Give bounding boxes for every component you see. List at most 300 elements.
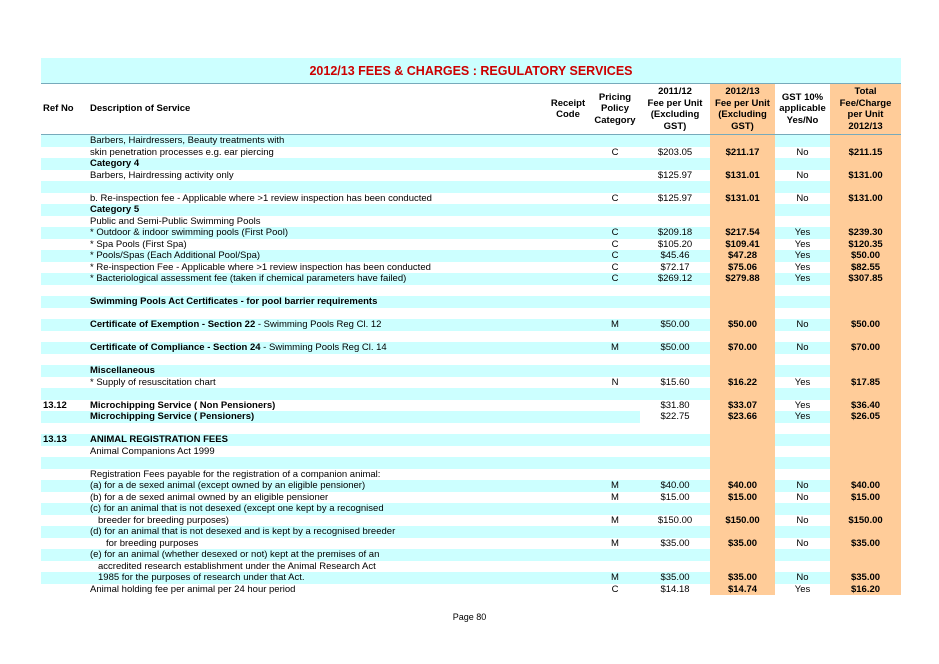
ref-cell <box>41 342 88 354</box>
description-cell: (e) for an animal (whether desexed or not) kept at the premises of an <box>88 549 546 561</box>
receipt-code-cell <box>546 434 590 446</box>
receipt-code-cell <box>546 147 590 159</box>
pricing-policy-cell <box>590 308 640 320</box>
description-cell <box>88 181 546 193</box>
table-row <box>41 239 901 251</box>
fee-2011-cell: $209.18 <box>640 227 710 239</box>
gst-cell: Yes <box>794 261 811 273</box>
receipt-code-cell <box>546 469 590 481</box>
receipt-code-cell <box>546 296 590 308</box>
fee-2012-cell <box>710 158 775 170</box>
pricing-policy-cell: C <box>611 583 619 595</box>
table-row <box>41 227 901 239</box>
table-row <box>41 273 901 285</box>
pricing-policy-cell <box>590 388 640 400</box>
receipt-code-cell <box>546 216 590 228</box>
gst-cell: Yes <box>794 399 811 411</box>
total-cell <box>830 331 901 343</box>
receipt-code-cell <box>546 515 590 527</box>
fee-2011-cell <box>640 549 710 561</box>
total-cell: $50.00 <box>830 250 901 262</box>
fee-2012-cell: $40.00 <box>710 480 775 492</box>
header-row <box>41 84 901 135</box>
total-cell: $40.00 <box>830 480 901 492</box>
fee-2011-cell <box>640 308 710 320</box>
pricing-policy-cell: N <box>611 376 619 388</box>
receipt-code-cell <box>546 572 590 584</box>
fee-2011-cell <box>640 158 710 170</box>
total-cell: $239.30 <box>830 227 901 239</box>
table-row <box>41 319 901 331</box>
fee-2012-cell: $150.00 <box>710 515 775 527</box>
fee-2012-cell: $50.00 <box>710 319 775 331</box>
receipt-code-cell <box>546 204 590 216</box>
fee-2012-cell <box>710 308 775 320</box>
ref-cell <box>41 411 88 423</box>
page-title: 2012/13 FEES & CHARGES : REGULATORY SERVICES <box>41 58 901 84</box>
gst-cell: Yes <box>794 583 811 595</box>
ref-cell <box>41 319 88 331</box>
fee-2012-cell: $33.07 <box>710 400 775 412</box>
table-row <box>41 181 901 193</box>
ref-cell <box>41 147 88 159</box>
table-row <box>41 423 901 435</box>
gst-cell <box>775 331 830 343</box>
pricing-policy-cell <box>590 457 640 469</box>
pricing-policy-cell <box>590 181 640 193</box>
header-ref: Ref No <box>41 84 88 135</box>
gst-cell: Yes <box>794 376 811 388</box>
fee-2012-cell <box>710 296 775 308</box>
table-row <box>41 492 901 504</box>
ref-cell <box>41 572 88 584</box>
gst-cell <box>775 446 830 458</box>
fee-2012-cell <box>710 434 775 446</box>
fee-2011-cell: $203.05 <box>657 146 693 158</box>
description-cell: for breeding purposes <box>106 537 199 549</box>
fee-2011-cell: $35.00 <box>660 537 690 549</box>
description-cell: Certificate of Compliance - Section 24 - Swimming Pools Reg Cl. 14 <box>88 342 546 354</box>
gst-cell <box>775 561 830 573</box>
fee-2012-cell <box>710 388 775 400</box>
total-cell <box>830 434 901 446</box>
table-row <box>41 538 901 550</box>
pricing-policy-cell <box>590 411 640 423</box>
fee-2012-cell <box>710 354 775 366</box>
description-cell: Category 5 <box>88 204 546 216</box>
ref-cell <box>41 193 88 205</box>
fee-2012-cell: $35.00 <box>710 538 775 550</box>
ref-cell <box>41 584 88 596</box>
fee-2011-cell <box>640 285 710 297</box>
table-row <box>41 354 901 366</box>
fee-2011-cell <box>640 365 710 377</box>
ref-cell <box>41 204 88 216</box>
ref-cell <box>41 273 88 285</box>
pricing-policy-cell: M <box>611 537 619 549</box>
table-row <box>41 135 901 147</box>
fee-2011-cell <box>640 423 710 435</box>
header-receipt-code: Receipt Code <box>546 84 590 135</box>
pricing-policy-cell: C <box>611 192 619 204</box>
total-cell: $17.85 <box>830 377 901 389</box>
gst-cell <box>775 423 830 435</box>
fee-2012-cell: $70.00 <box>710 342 775 354</box>
ref-cell <box>41 239 88 251</box>
table-row <box>41 204 901 216</box>
total-cell <box>830 285 901 297</box>
table-row <box>41 331 901 343</box>
pricing-policy-cell: C <box>611 238 619 250</box>
total-cell <box>830 457 901 469</box>
fee-2011-cell <box>640 204 710 216</box>
gst-cell <box>775 158 830 170</box>
fee-2012-cell: $35.00 <box>710 572 775 584</box>
fee-2011-cell: $31.80 <box>660 399 690 411</box>
table-row <box>41 296 901 308</box>
receipt-code-cell <box>546 193 590 205</box>
fee-2012-cell: $75.06 <box>710 262 775 274</box>
total-cell <box>830 503 901 515</box>
receipt-code-cell <box>546 239 590 251</box>
total-cell: $307.85 <box>830 273 901 285</box>
fee-2011-cell: $50.00 <box>640 319 710 331</box>
fee-2012-cell <box>710 331 775 343</box>
table-row <box>41 216 901 228</box>
total-cell: $16.20 <box>830 584 901 596</box>
pricing-policy-cell <box>590 434 640 446</box>
pricing-policy-cell <box>590 423 640 435</box>
gst-cell: No <box>796 491 809 503</box>
gst-cell <box>775 216 830 228</box>
fee-2012-cell <box>710 503 775 515</box>
ref-cell <box>41 538 88 550</box>
description-cell: Registration Fees payable for the registration of a companion animal: <box>90 468 381 480</box>
ref-cell <box>41 354 88 366</box>
receipt-code-cell <box>546 365 590 377</box>
gst-cell <box>775 135 830 147</box>
description-cell: Barbers, Hairdressing activity only <box>90 169 234 181</box>
fee-2012-cell: $211.17 <box>710 147 775 159</box>
table-row <box>41 193 901 205</box>
fee-2012-cell: $14.74 <box>710 584 775 596</box>
fee-2012-cell: $16.22 <box>710 377 775 389</box>
description-cell: accredited research establishment under the Animal Research Act <box>98 560 376 572</box>
pricing-policy-cell <box>590 446 640 458</box>
receipt-code-cell <box>546 250 590 262</box>
total-cell: $211.15 <box>830 147 901 159</box>
fee-2011-cell: $125.97 <box>657 192 693 204</box>
description-cell <box>88 285 546 297</box>
description-cell: skin penetration processes e.g. ear piercing <box>90 146 274 158</box>
table-row <box>41 388 901 400</box>
table-row <box>41 377 901 389</box>
total-cell: $35.00 <box>830 572 901 584</box>
pricing-policy-cell: M <box>611 491 619 503</box>
fee-2012-cell <box>710 204 775 216</box>
fee-2011-cell <box>640 388 710 400</box>
table-row <box>41 342 901 354</box>
table-row <box>41 147 901 159</box>
fee-2012-cell <box>710 457 775 469</box>
description-cell: * Spa Pools (First Spa) <box>90 238 187 250</box>
fee-2011-cell <box>640 561 710 573</box>
pricing-policy-cell <box>590 216 640 228</box>
receipt-code-cell <box>546 342 590 354</box>
total-cell <box>830 354 901 366</box>
receipt-code-cell <box>546 480 590 492</box>
receipt-code-cell <box>546 227 590 239</box>
total-cell <box>830 158 901 170</box>
pricing-policy-cell: M <box>590 572 640 584</box>
receipt-code-cell <box>546 457 590 469</box>
pricing-policy-cell <box>590 365 640 377</box>
total-cell <box>830 296 901 308</box>
description-cell: Animal holding fee per animal per 24 hour period <box>90 583 296 595</box>
gst-cell: No <box>796 192 809 204</box>
ref-cell <box>41 549 88 561</box>
receipt-code-cell <box>546 331 590 343</box>
pricing-policy-cell <box>590 526 640 538</box>
gst-cell <box>775 354 830 366</box>
total-cell <box>830 561 901 573</box>
table-row <box>41 434 901 446</box>
table-row <box>41 526 901 538</box>
description-cell <box>88 457 546 469</box>
gst-cell: No <box>775 342 830 354</box>
description-cell: Microchipping Service ( Non Pensioners) <box>90 399 276 411</box>
fee-2011-cell <box>640 135 710 147</box>
receipt-code-cell <box>546 262 590 274</box>
description-cell <box>88 354 546 366</box>
header-total: Total Fee/Charge per Unit 2012/13 <box>830 84 901 135</box>
pricing-policy-cell <box>590 354 640 366</box>
ref-cell <box>41 388 88 400</box>
fee-2012-cell: $15.00 <box>710 492 775 504</box>
ref-cell <box>41 365 88 377</box>
table-row <box>41 457 901 469</box>
description-cell <box>88 388 546 400</box>
description-cell <box>88 308 546 320</box>
fee-2011-cell: $22.75 <box>640 411 710 423</box>
table-row <box>41 170 901 182</box>
pricing-policy-cell <box>590 561 640 573</box>
table-row <box>41 365 901 377</box>
pricing-policy-cell <box>590 170 640 182</box>
fee-2011-cell <box>640 434 710 446</box>
description-cell: * Supply of resuscitation chart <box>90 376 216 388</box>
pricing-policy-cell <box>590 549 640 561</box>
gst-cell: No <box>796 537 809 549</box>
description-cell: Microchipping Service ( Pensioners) <box>88 411 546 423</box>
receipt-code-cell <box>546 308 590 320</box>
ref-cell <box>41 308 88 320</box>
description-cell: Public and Semi-Public Swimming Pools <box>90 215 261 227</box>
total-cell: $131.00 <box>830 170 901 182</box>
table-row <box>41 446 901 458</box>
gst-cell <box>775 388 830 400</box>
total-cell: $131.00 <box>830 193 901 205</box>
total-cell: $82.55 <box>830 262 901 274</box>
pricing-policy-cell <box>590 296 640 308</box>
table-row <box>41 400 901 412</box>
total-cell <box>830 469 901 481</box>
gst-cell <box>775 526 830 538</box>
pricing-policy-cell: M <box>611 514 619 526</box>
receipt-code-cell <box>546 181 590 193</box>
fees-sheet <box>41 58 901 595</box>
fee-2011-cell <box>640 503 710 515</box>
fee-2011-cell <box>640 469 710 481</box>
fee-2012-cell <box>710 526 775 538</box>
gst-cell <box>775 503 830 515</box>
gst-cell: Yes <box>775 273 830 285</box>
ref-cell <box>41 503 88 515</box>
pricing-policy-cell <box>590 135 640 147</box>
description-cell: 1985 for the purposes of research under that Act. <box>88 572 546 584</box>
ref-cell <box>41 181 88 193</box>
fee-2011-cell <box>640 331 710 343</box>
table-row <box>41 469 901 481</box>
fee-2011-cell: $15.00 <box>660 491 690 503</box>
gst-cell <box>775 434 830 446</box>
receipt-code-cell <box>546 285 590 297</box>
fee-2011-cell <box>640 296 710 308</box>
receipt-code-cell <box>546 492 590 504</box>
pricing-policy-cell: C <box>590 250 640 262</box>
total-cell: $150.00 <box>830 515 901 527</box>
total-cell <box>830 204 901 216</box>
table-row <box>41 262 901 274</box>
fee-2012-cell: $217.54 <box>710 227 775 239</box>
table-row <box>41 250 901 262</box>
fee-2012-cell: $131.01 <box>710 170 775 182</box>
total-cell: $50.00 <box>830 319 901 331</box>
ref-cell <box>41 262 88 274</box>
fee-2011-cell: $14.18 <box>660 583 690 595</box>
receipt-code-cell <box>546 388 590 400</box>
header-fee-2012: 2012/13 Fee per Unit (Excluding GST) <box>710 84 775 135</box>
receipt-code-cell <box>546 170 590 182</box>
description-cell: * Outdoor & indoor swimming pools (First Pool) <box>88 227 546 239</box>
ref-cell <box>41 526 88 538</box>
description-cell: Swimming Pools Act Certificates - for pool barrier requirements <box>88 296 546 308</box>
fee-2011-cell: $40.00 <box>640 480 710 492</box>
table-row <box>41 549 901 561</box>
total-cell <box>830 135 901 147</box>
receipt-code-cell <box>546 135 590 147</box>
fee-2012-cell <box>710 446 775 458</box>
gst-cell <box>775 181 830 193</box>
description-cell: Certificate of Exemption - Section 22 - Swimming Pools Reg Cl. 12 <box>88 319 546 331</box>
fee-2012-cell: $47.28 <box>710 250 775 262</box>
receipt-code-cell <box>546 354 590 366</box>
description-cell <box>88 331 546 343</box>
total-cell <box>830 308 901 320</box>
ref-cell <box>41 227 88 239</box>
pricing-policy-cell: C <box>590 227 640 239</box>
fee-2011-cell: $35.00 <box>640 572 710 584</box>
pricing-policy-cell <box>590 400 640 412</box>
receipt-code-cell <box>546 584 590 596</box>
description-cell: Animal Companions Act 1999 <box>90 445 215 457</box>
receipt-code-cell <box>546 158 590 170</box>
receipt-code-cell <box>546 273 590 285</box>
gst-cell <box>775 549 830 561</box>
receipt-code-cell <box>546 423 590 435</box>
fee-2012-cell <box>710 285 775 297</box>
receipt-code-cell <box>546 561 590 573</box>
page-number: Page 80 <box>452 612 487 622</box>
total-cell: $26.05 <box>830 411 901 423</box>
ref-cell <box>41 377 88 389</box>
total-cell <box>830 526 901 538</box>
description-cell: b. Re-inspection fee - Applicable where >1 review inspection has been conducted <box>90 192 432 204</box>
fee-2012-cell: $109.41 <box>710 239 775 251</box>
fee-2011-cell <box>640 526 710 538</box>
fee-2012-cell <box>710 423 775 435</box>
ref-cell <box>41 285 88 297</box>
fee-2012-cell <box>710 216 775 228</box>
fee-2011-cell <box>640 354 710 366</box>
receipt-code-cell <box>546 377 590 389</box>
description-cell: (a) for a de sexed animal (except owned by an eligible pensioner) <box>88 480 546 492</box>
fee-2011-cell <box>640 457 710 469</box>
gst-cell <box>775 285 830 297</box>
table-row <box>41 480 901 492</box>
receipt-code-cell <box>546 549 590 561</box>
gst-cell <box>775 204 830 216</box>
gst-cell: No <box>775 480 830 492</box>
table-row <box>41 158 901 170</box>
fee-2011-cell: $105.20 <box>657 238 693 250</box>
receipt-code-cell <box>546 446 590 458</box>
table-row <box>41 561 901 573</box>
header-gst: GST 10% applicable Yes/No <box>775 84 830 135</box>
pricing-policy-cell: C <box>611 261 619 273</box>
fee-2012-cell: $279.88 <box>710 273 775 285</box>
total-cell <box>830 388 901 400</box>
fee-2011-cell <box>640 181 710 193</box>
table-row <box>41 411 901 423</box>
gst-cell <box>775 365 830 377</box>
description-cell: Barbers, Hairdressers, Beauty treatments with <box>88 135 546 147</box>
ref-cell: 13.12 <box>43 399 67 411</box>
pricing-policy-cell: C <box>590 273 640 285</box>
total-cell <box>830 549 901 561</box>
gst-cell <box>775 469 830 481</box>
pricing-policy-cell: M <box>590 480 640 492</box>
table-row <box>41 308 901 320</box>
description-cell: ANIMAL REGISTRATION FEES <box>88 434 546 446</box>
ref-cell <box>41 457 88 469</box>
description-cell: breeder for breeding purposes) <box>98 514 229 526</box>
pricing-policy-cell: M <box>590 319 640 331</box>
total-cell: $36.40 <box>830 400 901 412</box>
ref-cell <box>41 170 88 182</box>
ref-cell <box>41 561 88 573</box>
description-cell: Miscellaneous <box>88 365 546 377</box>
fee-2011-cell: $150.00 <box>657 514 693 526</box>
ref-cell: 13.13 <box>41 434 88 446</box>
fee-2011-cell: $15.60 <box>660 376 690 388</box>
fee-2011-cell: $72.17 <box>660 261 690 273</box>
fee-2012-cell: $23.66 <box>710 411 775 423</box>
description-cell: (c) for an animal that is not desexed (except one kept by a recognised <box>88 503 546 515</box>
receipt-code-cell <box>546 319 590 331</box>
table-row <box>41 584 901 596</box>
gst-cell <box>775 457 830 469</box>
